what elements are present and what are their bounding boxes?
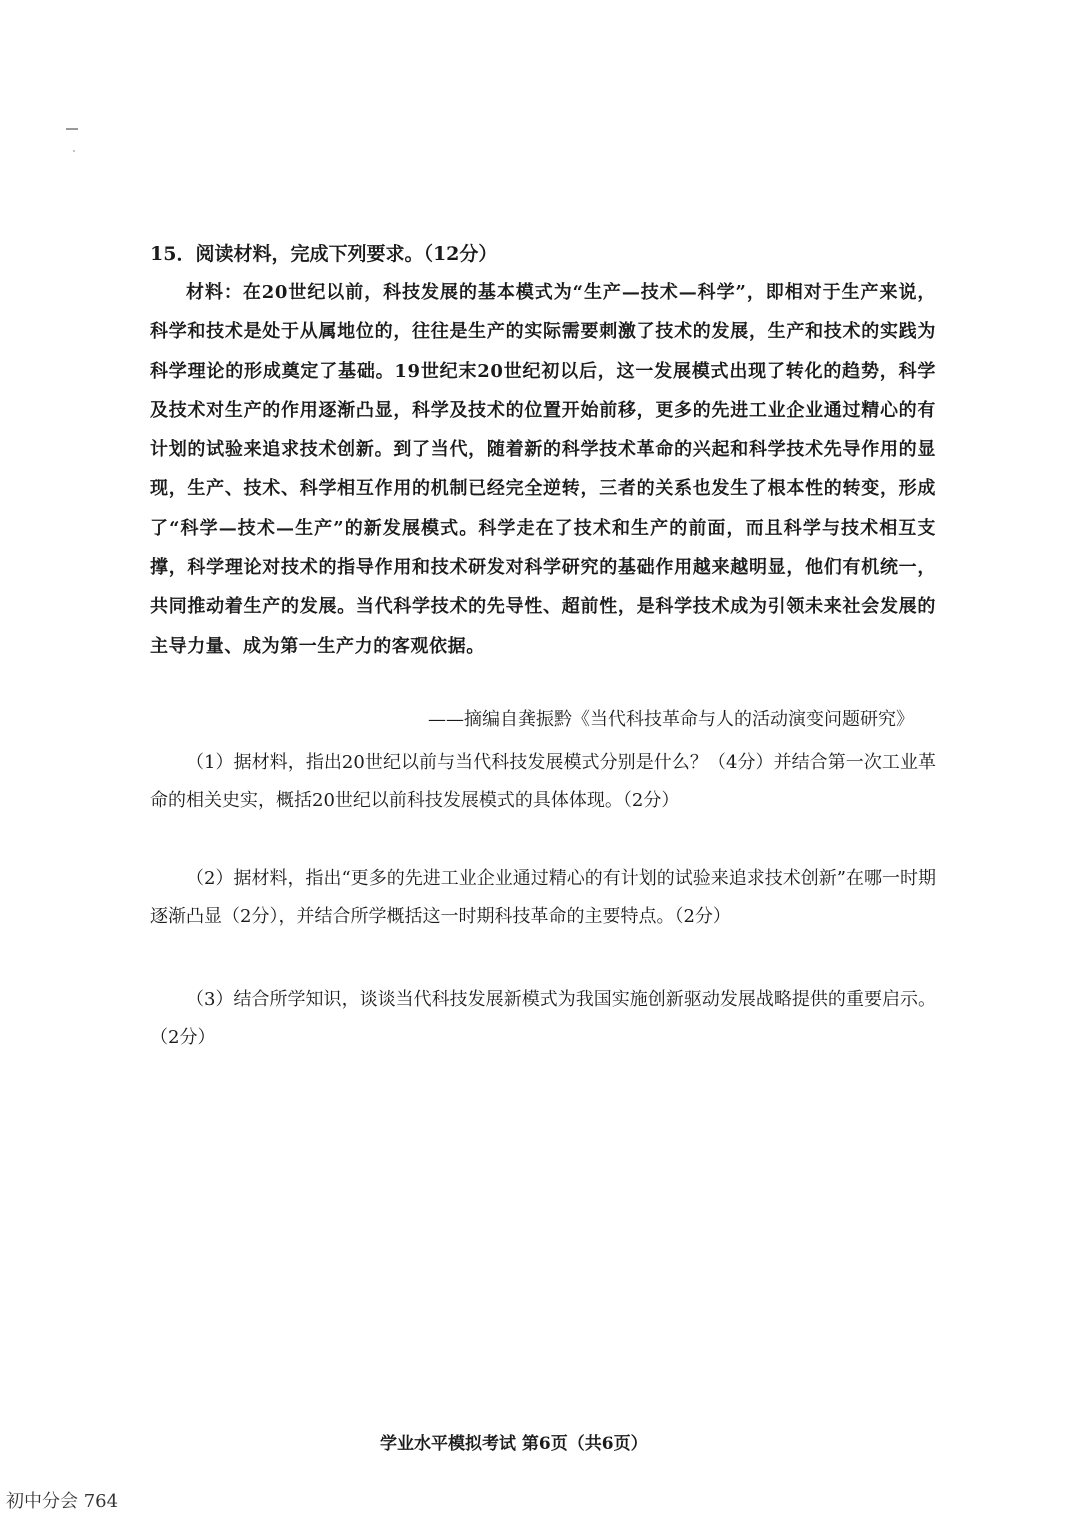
material-text: 在20世纪以前，科技发展的基本模式为“生产—技术—科学”，即相对于生产来说，科学和技术是处于从属地位的，往往是生产的实际需要刺激了技术的发展，生产和技术的实践为科学理论的形成奠定了基础。19世纪末20世纪初以后，这一发展模式出现了转化的趋势，科学及技术对生产的作用逐渐凸显，科学及技术的位置开始前移，更多的先进工业企业通过精心的有计划的试验来追求技术创新。到了当代，随着新的科学技术革命的兴起和科学技术先导作用的显现，生产、技术、科学相互作用的机制已经完全逆转，三者的关系也发生了根本性的转变，形成了“科学—技术—生产”的新发展模式。科学走在了技术和生产的前面，而且科学与技术相互支撑，科学理论对技术的指导作用和技术研发对科学研究的基础作用越来越明显，他们有机统一，共同推动着生产的发展。当代科学技术的先导性、超前性，是科学技术成为引领未来社会发展的主导力量、成为第一生产力的客观依据。 <box>150 282 936 657</box>
material-source: ——摘编自龚振黔《当代科技革命与人的活动演变问题研究》 <box>428 709 914 730</box>
watermark-text: 初中分会 764 <box>6 1491 119 1512</box>
sub-question-2: （2）据材料，指出“更多的先进工业企业通过精心的有计划的试验来追求技术创新”在哪一时期逐渐凸显（2分），并结合所学概括这一时期科技革命的主要特点。（2分） <box>150 868 936 927</box>
question-title: 15．阅读材料，完成下列要求。（12分） <box>150 243 498 265</box>
material-paragraph <box>150 273 936 666</box>
page-footer: 学业水平模拟考试 第6页（共6页） <box>380 1434 648 1454</box>
sub-question-3: （3）结合所学知识，谈谈当代科技发展新模式为我国实施创新驱动发展战略提供的重要启示。（2分） <box>150 989 936 1048</box>
scan-mark <box>66 128 78 130</box>
scan-dot <box>73 150 75 152</box>
material-label: 材料： <box>186 282 243 303</box>
sub-question-1: （1）据材料，指出20世纪以前与当代科技发展模式分别是什么？（4分）并结合第一次工业革命的相关史实，概括20世纪以前科技发展模式的具体体现。（2分） <box>150 752 936 811</box>
